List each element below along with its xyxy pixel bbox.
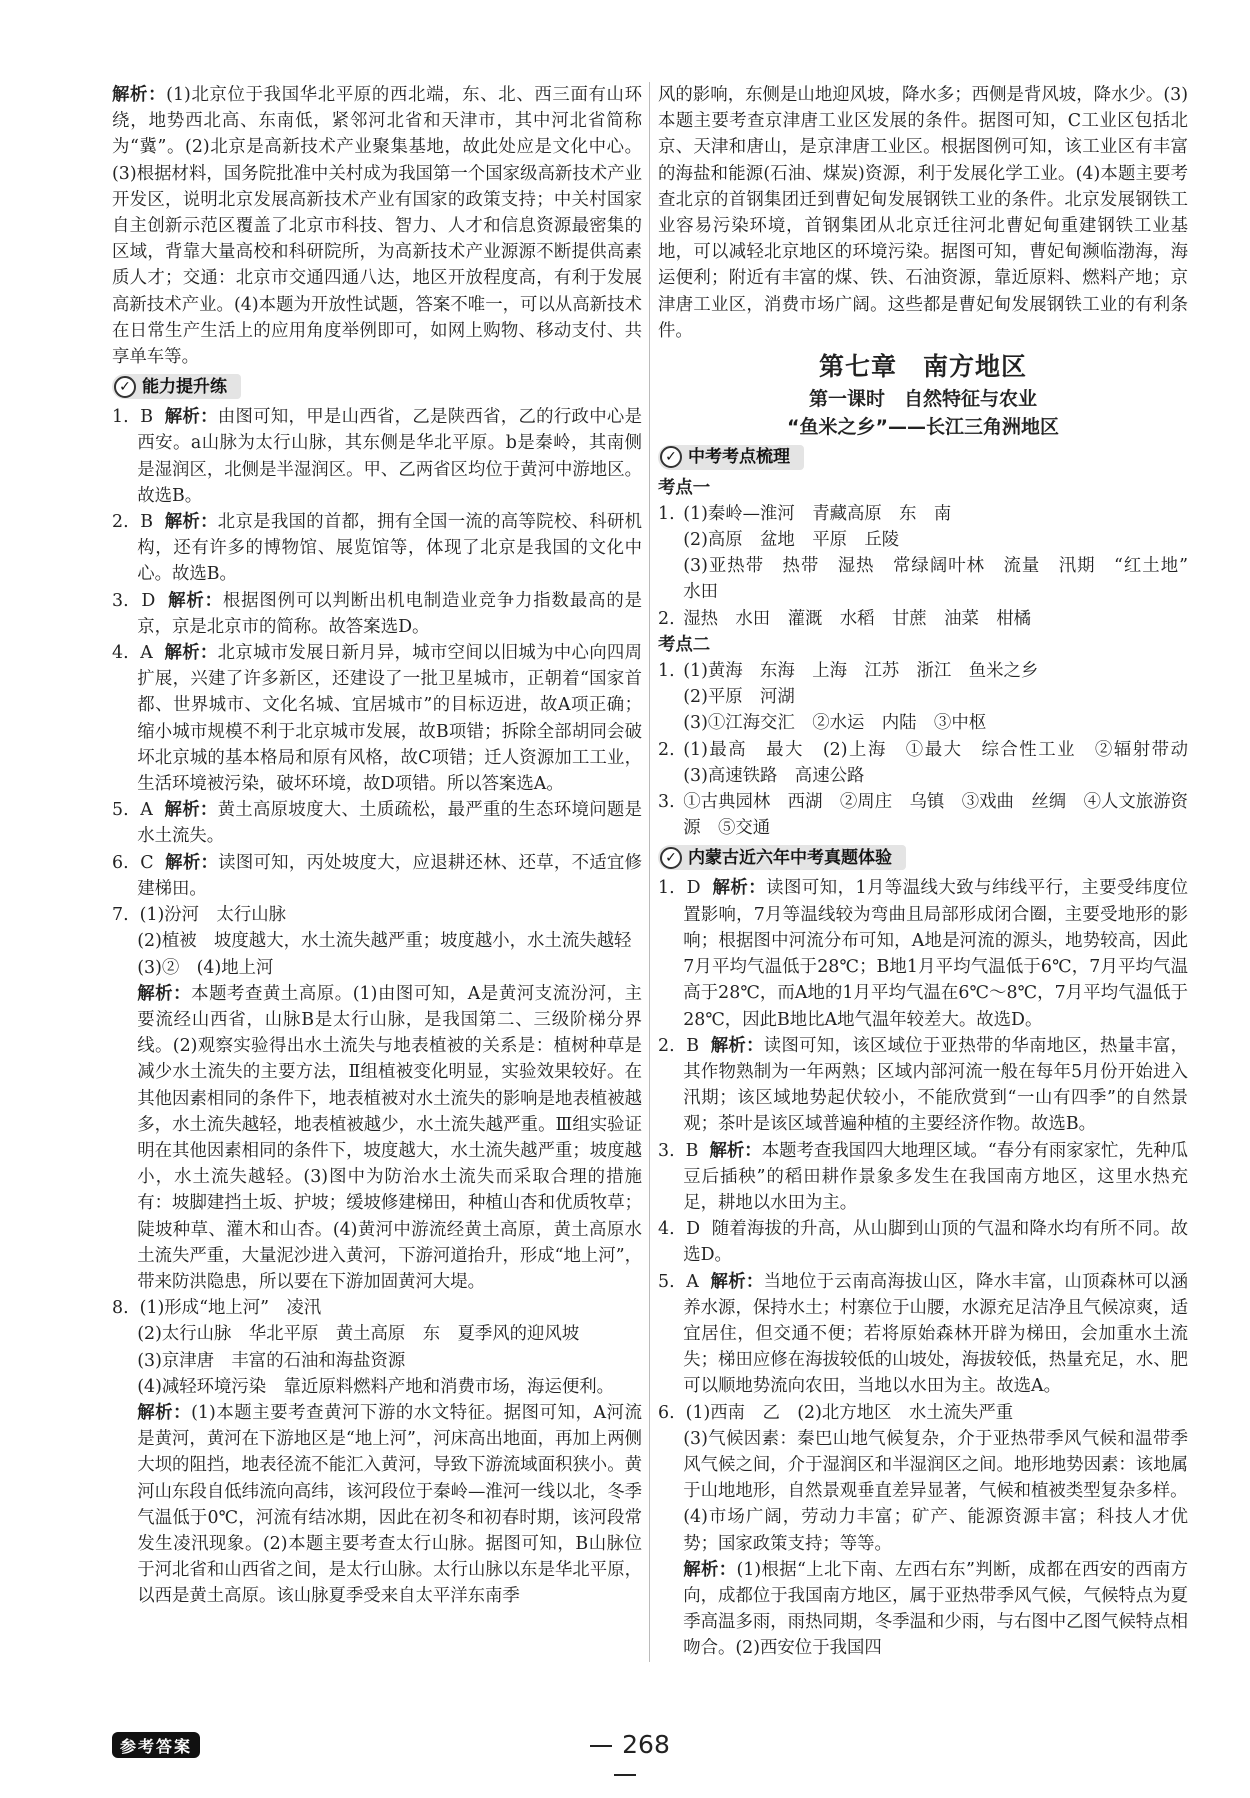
check-icon: ✓	[660, 446, 682, 468]
column-divider	[649, 82, 650, 1662]
key-point-line: (3)①江海交汇 ②水运 内陆 ③中枢	[683, 713, 987, 734]
ability-answers	[112, 404, 642, 902]
answer-item: 5. A 解析：黄土高原坡度大、土质疏松，最严重的生态环境问题是水土流失。	[112, 800, 642, 847]
check-icon: ✓	[660, 847, 682, 869]
key-point-line: (3)亚热带 热带 湿热 常绿阔叶林 流量 汛期 “红土地” 水田	[683, 556, 1206, 603]
footer-answer-logo: 参考答案	[112, 1732, 200, 1758]
answer-item: 1. B 解析：由图可知，甲是山西省，乙是陕西省，乙的行政中心是西安。a山脉为太行山脉，其东侧是华北平原。b是秦岭，其南侧是湿润区，北侧是半湿润区。甲、乙两省区均位于黄河中游地区。故选B。	[112, 407, 642, 506]
answer-item: 2. B 解析：北京是我国的首都，拥有全国一流的高等院校、科研机构，还有许多的博物馆、展览馆等，体现了北京是我国的文化中心。故选B。	[112, 512, 642, 585]
section-exam-points: ✓ 中考考点梳理	[658, 444, 1188, 471]
answer-item: 3. B 解析：本题考查我国四大地理区域。“春分有雨家家忙，先种瓜豆后插秧”的稻田耕作景象多发生在我国南方地区，这里水热充足，耕地以水田为主。	[658, 1140, 1188, 1213]
answer-item: 5. A 解析：当地位于云南高海拔山区，降水丰富，山顶森林可以涵养水源，保持水土；村寨位于山腰，水源充足洁净且气候凉爽，适宜居住，但交通不便；若将原始森林开辟为梯田，会加重水土流失；梯田应修在海拔较低的山坡处，海拔较低，热量充足，水、肥可以顺地势流向农田，当地以水田为主。故选A。	[658, 1271, 1188, 1397]
key-point-2-list	[658, 658, 1206, 841]
key-point-line: 3. ①古典园林 西湖 ②周庄 乌镇 ③戏曲 丝绸 ④人文旅游资源 ⑤交通	[658, 792, 1188, 839]
key-point-2: 考点二	[658, 634, 711, 655]
lesson-subtitle: “鱼米之乡”——长江三角洲地区	[787, 416, 1059, 439]
key-point-1: 考点一	[658, 477, 711, 498]
key-point-line: 1. (1)秦岭—淮河 青藏高原 东 南	[658, 503, 952, 524]
chapter-title: 第七章 南方地区	[818, 352, 1027, 382]
key-point-line: (2)平原 河湖	[683, 687, 795, 708]
key-point-1-list	[658, 501, 1206, 632]
answer-item: 4. D 随着海拔的升高，从山脚到山顶的气温和降水均有所不同。故选D。	[658, 1219, 1188, 1266]
page-number: 268	[560, 1730, 690, 1788]
key-point-line: (2)高原 盆地 平原 丘陵	[683, 530, 900, 551]
answer-item: 6. C 解析：读图可知，丙处坡度大，应退耕还林、还草，不适宜修建梯田。	[112, 852, 642, 899]
right-column	[658, 82, 1206, 1662]
question-8: 8. (1)形成“地上河” 凌汛 (2)太行山脉 华北平原 黄土高原 东 夏季风的迎风坡 (3)京津唐 丰富的石油和海盐资源 (4)减轻环境污染 靠近原料燃料产地和消费市场，海运便利。 解析：(1)本题主要考查黄河下游的水文特征。据图可知，A河流是黄河，黄河在下游地区是“地上河”，河床高出地面，再加上两侧大坝的阻挡，地表径流不能汇入黄河，导致下游流域面积狭小。黄河山东段自低纬流向高纬，该河段位于秦岭—淮河一线以北，冬季气温低于0℃，河流有结冰期，因此在初冬和初春时期，该河段常发生凌汛现象。(2)本题主要考查太行山脉。据图可知，B山脉位于河北省和山西省之间，是太行山脉。太行山脉以东是华北平原，以西是黄土高原。该山脉夏季受来自太平洋东南季	[112, 1298, 642, 1607]
answer-item: 2. B 解析：读图可知，该区域位于亚热带的华南地区，热量丰富，其作物熟制为一年两熟；区域内部河流一般在每年5月份开始进入汛期；该区域地势起伏较小，不能欣赏到“一山有四季”的自然景观；茶叶是该区域普遍种植的主要经济作物。故选B。	[658, 1035, 1188, 1135]
answer-item: 1. D 解析：读图可知，1月等温线大致与纬线平行，主要受纬度位置影响，7月等温线较为弯曲且局部形成闭合圈，主要受地形的影响；根据图中河流分布可知，A地是河流的源头，地势较高，因此7月平均气温低于28℃；B地1月平均气温低于6℃，7月平均气温高于28℃，而A地的1月平均气温在6℃～8℃，7月平均气温低于28℃，因此B地比A地气温年较差大。故选D。	[658, 878, 1188, 1030]
key-point-line: 2. (1)最高 最大 (2)上海 ①最大 综合性工业 ②辐射带动 (3)高速铁路 高速公路	[658, 739, 1206, 786]
answer-item: 4. A 解析：北京城市发展日新月异，城市空间以旧城为中心向四周扩展，兴建了许多新区，还建设了一批卫星城市，正朝着“国家首都、世界城市、文化名城、宜居城市”的目标迈进，故A项正确；缩小城市规模不利于北京城市发展，故B项错；拆除全部胡同会破坏北京城的基本格局和原有风格，故C项错；迁人资源加工工业，生活环境被污染，破坏环境，故D项错。所以答案选A。	[112, 643, 642, 795]
section-ability: ✓ 能力提升练	[112, 373, 642, 400]
answer-item: 3. D 解析：根据图例可以判断出机电制造业竞争力指数最高的是京，京是北京市的简称。故答案选D。	[112, 590, 642, 637]
key-point-line: 1. (1)黄海 东海 上海 江苏 浙江 鱼米之乡	[658, 661, 1039, 682]
lesson-title: 第一课时 自然特征与农业	[808, 388, 1037, 411]
check-icon: ✓	[114, 376, 136, 398]
intro-paragraph: 解析：(1)北京位于我国华北平原的西北端，东、北、西三面有山环绕，地势西北高、东南低，紧邻河北省和天津市，其中河北省简称为“冀”。(2)北京是高新技术产业聚集基地，故此处应是文化中心。(3)根据材料，国务院批准中关村成为我国第一个国家级高新技术产业开发区，说明北京发展高新技术产业有国家的政策支持；中关村国家自主创新示范区覆盖了北京市科技、智力、人才和信息资源最密集的区域，背靠大量高校和科研院所，为高新技术产业源源不断提供高素质人才；交通：北京市交通四通八达，地区开放程度高，有利于发展高新技术产业。(4)本题为开放性试题，答案不唯一，可以从高新技术在日常生产生活上的应用角度举例即可，如网上购物、移动支付、共享单车等。	[112, 85, 642, 368]
section-real-exams: ✓ 内蒙古近六年中考真题体验	[658, 844, 1188, 871]
exam-answers	[658, 875, 1188, 1399]
left-column	[112, 82, 642, 1610]
question-6: 6. (1)西南 乙 (2)北方地区 水土流失严重 (3)气候因素：秦巴山地气候复杂，介于亚热带季风气候和温带季风气候之间，介于湿润区和半湿润区之间。地形地势因素：该地属于山地地形，自然景观垂直差异显著，气候和植被类型复杂多样。 (4)市场广阔，劳动力丰富；矿产、能源资源丰富；科技人才优势；国家政策支持；等等。 解析：(1)根据“上北下南、左西右东”判断，成都在西安的西南方向，成都位于我国南方地区，属于亚热带季风气候，气候特点为夏季高温多雨，雨热同期，冬季温和少雨，与右图中乙图气候特点相吻合。(2)西安位于我国四	[658, 1402, 1188, 1659]
key-point-line: 2. 湿热 水田 灌溉 水稻 甘蔗 油菜 柑橘	[658, 608, 1032, 629]
question-7: 7. (1)汾河 太行山脉 (2)植被 坡度越大，水土流失越严重；坡度越小，水土流失越轻 (3)② (4)地上河 解析：本题考查黄土高原。(1)由图可知，A是黄河支流汾河，主要流经山西省，山脉B是太行山脉，是我国第二、三级阶梯分界线。(2)观察实验得出水土流失与地表植被的关系是：植树种草是减少水土流失的主要方法，Ⅱ组植被变化明显，实验效果较好。在其他因素相同的条件下，地表植被对水土流失的影响是地表植被越多，水土流失越轻，地表植被越少，水土流失越严重。Ⅲ组实验证明在其他因素相同的条件下，坡度越大，水土流失越严重；坡度越小，水土流失越轻。(3)图中为防治水土流失而采取合理的措施有：坡脚建挡土坂、护坡；缓坡修建梯田，种植山杏和优质牧草；陡坡种草、灌木和山杏。(4)黄河中游流经黄土高原，黄土高原水土流失严重，大量泥沙进入黄河，下游河道抬升，形成“地上河”，带来防洪隐患，所以要在下游加固黄河大堤。	[112, 905, 642, 1292]
continued-paragraph: 风的影响，东侧是山地迎风坡，降水多；西侧是背风坡，降水少。(3)本题主要考查京津唐工业区发展的条件。据图可知，C工业区包括北京、天津和唐山，是京津唐工业区。根据图例可知，该工业区有丰富的海盐和能源(石油、煤炭)资源，利于发展化学工业。(4)本题主要考查北京的首钢集团迁到曹妃甸发展钢铁工业的条件。北京发展钢铁工业容易污染环境，首钢集团从北京迁往河北曹妃甸重建钢铁工业基地，可以减轻北京地区的环境污染。据图可知，曹妃甸濒临渤海，海运便利；附近有丰富的煤、铁、石油资源，靠近原料、燃料产地；京津唐工业区，消费市场广阔。这些都是曹妃甸发展钢铁工业的有利条件。	[658, 85, 1188, 341]
